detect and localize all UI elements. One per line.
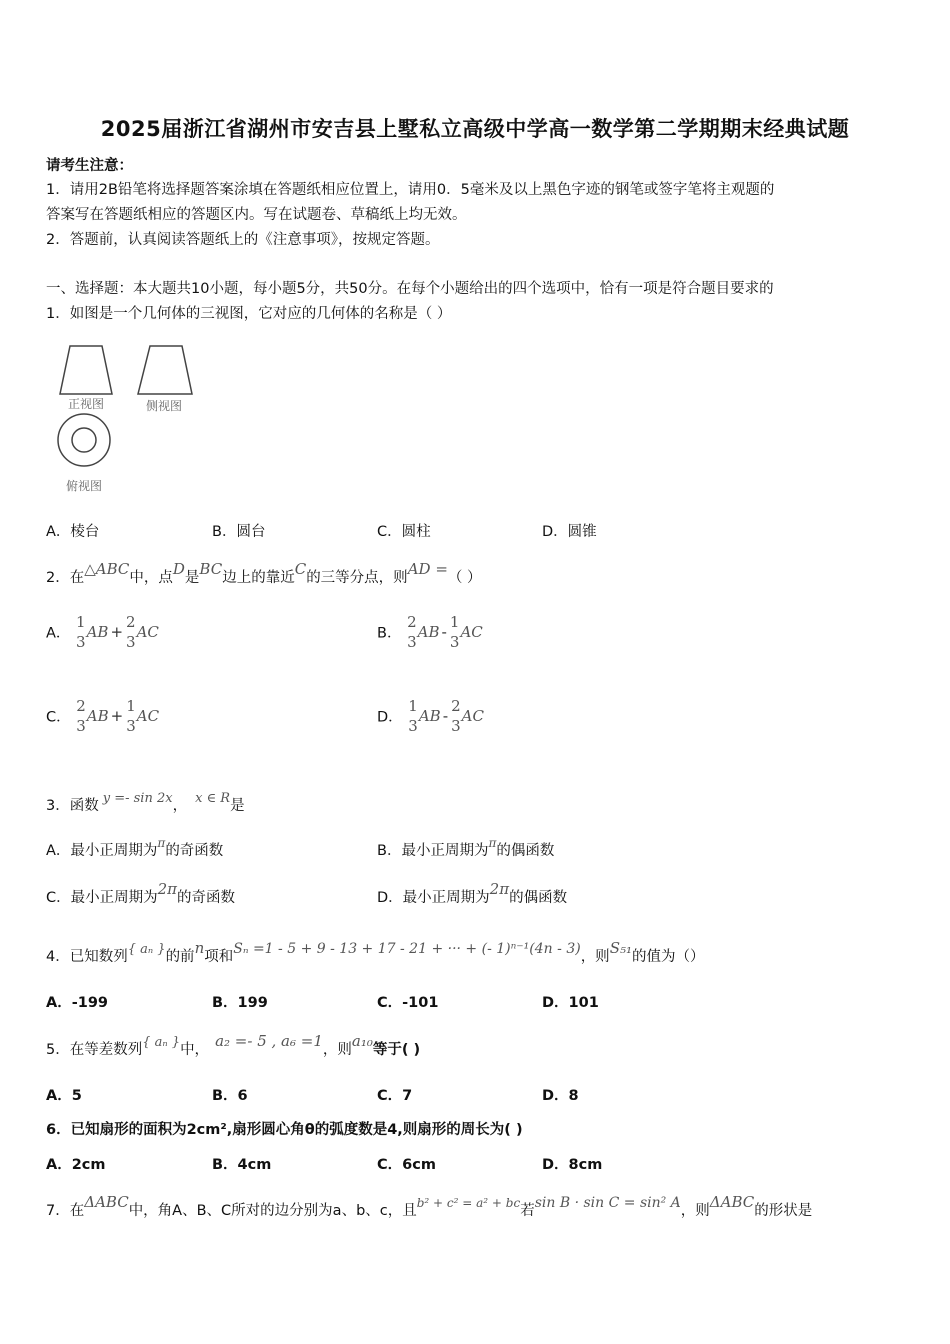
question-3-option-d: D．最小正周期为2π的偶函数 xyxy=(377,880,568,906)
question-6-stem: 6．已知扇形的面积为2cm²,扇形圆心角θ的弧度数是4,则扇形的周长为( ) xyxy=(46,1122,523,1138)
question-1-option-a: A．棱台 xyxy=(46,524,100,540)
function-expression: y =- sin 2x xyxy=(102,791,173,806)
question-2-option-d: D． 1 3 AB - 2 3 AC xyxy=(377,697,484,735)
question-2-stem: 2．在△ABC中，点D是BC边上的靠近C的三等分点，则AD =（ ） xyxy=(46,560,482,586)
notice-header: 请考生注意： xyxy=(46,158,133,174)
sum-expression: Sₙ =1 - 5 + 9 - 13 + 17 - 21 + ··· + (- 1)ⁿ⁻¹(4n - 3) xyxy=(233,941,581,957)
question-5-option-c: C．7 xyxy=(377,1088,413,1104)
question-1-option-d: D．圆锥 xyxy=(542,524,597,540)
question-4-stem: 4．已知数列{ aₙ }的前n项和Sₙ =1 - 5 + 9 - 13 + 17 - 21 + ··· + (- 1)ⁿ⁻¹(4n - 3)，则S₅₁的值为（） xyxy=(46,939,705,965)
question-3-option-a: A．最小正周期为$^\pi$的奇函数 xyxy=(46,836,224,859)
question-4-option-a: A．-199 xyxy=(46,995,109,1011)
question-2-option-c: C． 2 3 AB + 1 3 AC xyxy=(46,697,160,735)
triangle-abc: △ABC xyxy=(84,560,130,578)
equation-2: sin B · sin C = sin² A xyxy=(534,1195,681,1211)
question-3-stem: 3．函数 y =- sin 2x， x ∈ R是 xyxy=(46,791,245,814)
question-3-option-b: B．最小正周期为$^\pi$的偶函数 xyxy=(377,836,555,859)
question-6-option-c: C．6cm xyxy=(377,1157,436,1173)
side-view-label: 侧视图 xyxy=(146,399,183,413)
question-4-option-d: D．101 xyxy=(542,995,599,1011)
equation-1: b² + c² = a² + bc xyxy=(416,1196,521,1210)
page-title: 2025届浙江省湖州市安吉县上墅私立高级中学高一数学第二学期期末经典试题 xyxy=(100,117,850,141)
top-view-outer-circle xyxy=(58,414,110,466)
vector-ad: AD = xyxy=(407,560,448,578)
question-4-option-c: C．-101 xyxy=(377,995,439,1011)
question-1-option-b: B．圆台 xyxy=(212,524,266,540)
notice-line-2: 2．答题前，认真阅读答题纸上的《注意事项》，按规定答题。 xyxy=(46,232,440,248)
question-4-option-b: B．199 xyxy=(212,995,268,1011)
question-1-option-c: C．圆柱 xyxy=(377,524,431,540)
question-3-option-c: C．最小正周期为2π的奇函数 xyxy=(46,880,236,906)
front-view-label: 正视图 xyxy=(68,397,105,411)
notice-line-1a: 1．请用2B铅笔将选择题答案涂填在答题纸相应位置上，请用0．5毫米及以上黑色字迹的钢笔或签字笔将主观题的 xyxy=(46,182,775,198)
top-view-inner-circle xyxy=(72,428,96,452)
three-view-figure xyxy=(50,338,210,498)
question-1-stem: 1．如图是一个几何体的三视图，它对应的几何体的名称是（ ） xyxy=(46,306,452,322)
condition-expression: a₂ =- 5 , a₆ =1 xyxy=(215,1032,323,1050)
notice-line-1b: 答案写在答题纸相应的答题区内。写在试题卷、草稿纸上均无效。 xyxy=(46,207,467,223)
question-2-option-a: A． 1 3 AB + 2 3 AC xyxy=(46,613,159,651)
question-5-option-a: A．5 xyxy=(46,1088,82,1104)
question-7-stem: 7．在ΔABC中，角A、B、C所对的边分别为a、b、c，且$^{b^2 + c^2 = a^2 + bc}$若sin B · sin C = sin² A，则ΔABC的形状是 xyxy=(46,1193,813,1219)
section-heading: 一、选择题：本大题共10小题，每小题5分，共50分。在每个小题给出的四个选项中，恰有一项是符合题目要求的 xyxy=(46,281,774,297)
question-6-option-b: B．4cm xyxy=(212,1157,272,1173)
side-view-trapezoid xyxy=(138,346,192,394)
question-5-stem: 5．在等差数列{ aₙ }中， a₂ =- 5 , a₆ =1，则a₁₀等于( ) xyxy=(46,1032,421,1058)
top-view-label: 俯视图 xyxy=(66,479,103,493)
question-6-option-d: D．8cm xyxy=(542,1157,603,1173)
question-6-option-a: A．2cm xyxy=(46,1157,106,1173)
domain-expression: x ∈ R xyxy=(195,791,231,806)
question-5-option-b: B．6 xyxy=(212,1088,248,1104)
question-5-option-d: D．8 xyxy=(542,1088,579,1104)
question-2-option-b: B． 2 3 AB - 1 3 AC xyxy=(377,613,483,651)
front-view-trapezoid xyxy=(60,346,112,394)
